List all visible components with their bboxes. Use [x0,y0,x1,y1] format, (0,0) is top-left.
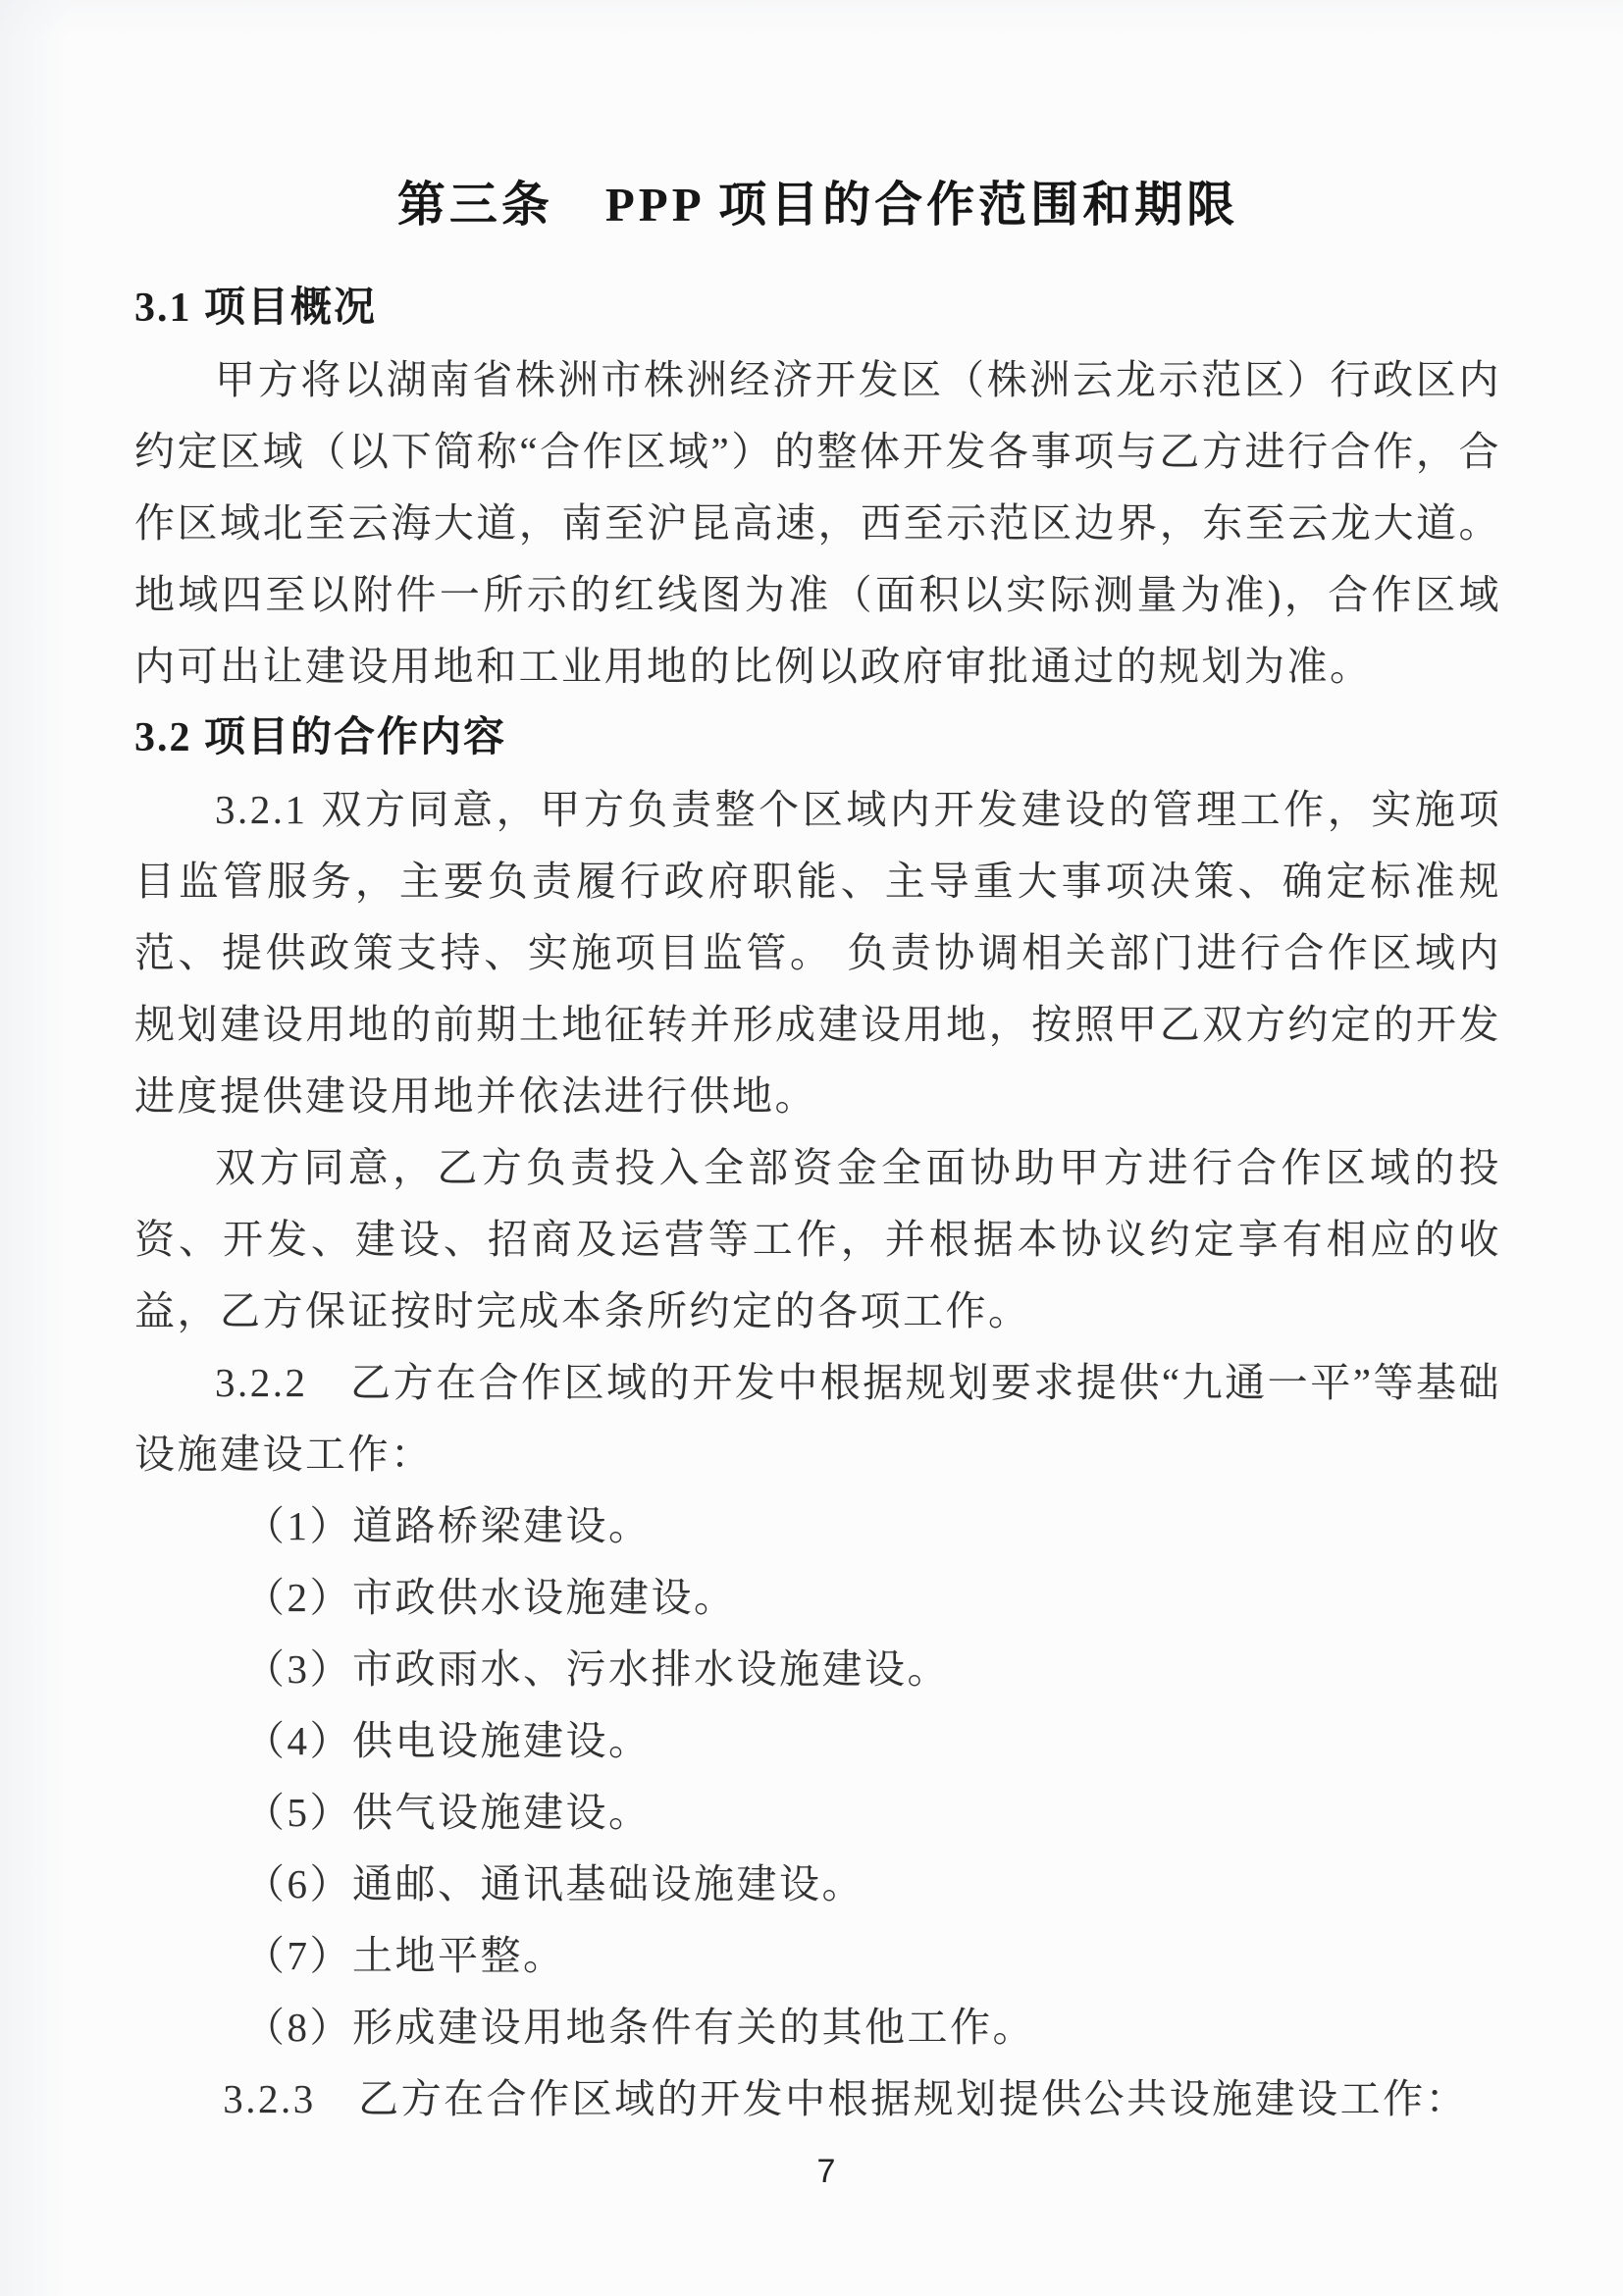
infrastructure-list [134,1490,1501,2063]
page-number: 7 [816,2153,836,2190]
paragraph-3-2-3: 3.2.3 乙方在合作区域的开发中根据规划提供公共设施建设工作： [223,2076,1469,2121]
section-3-2-heading: 3.2 项目的合作内容 [134,715,507,760]
list-item-5: （5）供气设施建设。 [244,1790,652,1835]
section-3-1-paragraph: 甲方将以湖南省株洲市株洲经济开发区（株洲云龙示范区）行政区内约定区域（以下简称“合作区域”）的整体开发各事项与乙方进行合作，合作区域北至云海大道，南至沪昆高速，西至示范区边界，东至云龙大道。地域四至以附件一所示的红线图为准（面积以实际测量为准)，合作区域内可出让建设用地和工业用地的比例以政府审批通过的规划为准。 [134,357,1501,689]
list-item-1: （1）道路桥梁建设。 [244,1503,652,1548]
paragraph-3-2-1: 3.2.1 双方同意，甲方负责整个区域内开发建设的管理工作，实施项目监管服务，主要负责履行政府职能、主导重大事项决策、确定标准规范、提供政策支持、实施项目监管。 负责协调相关部门进行合作区域内规划建设用地的前期土地征转并形成建设用地，按照甲乙双方约定的开发进度提供建设用地并依法进行供地。 [134,787,1501,1119]
document-content [134,163,1501,2135]
list-item-6: （6）通邮、通讯基础设施建设。 [244,1861,864,1906]
list-item-3: （3）市政雨水、污水排水设施建设。 [244,1646,950,1692]
list-item-4: （4）供电设施建设。 [244,1718,652,1763]
list-item-2: （2）市政供水设施建设。 [244,1575,737,1620]
section-3-1-heading: 3.1 项目概况 [134,286,378,331]
article-title: 第三条 PPP 项目的合作范围和期限 [396,178,1239,232]
list-item-8: （8）形成建设用地条件有关的其他工作。 [244,2005,1035,2050]
paragraph-3-2-2: 3.2.2 乙方在合作区域的开发中根据规划要求提供“九通一平”等基础设施建设工作： [134,1360,1501,1477]
list-item-7: （7）土地平整。 [244,1933,566,1978]
paragraph-party-b-duties: 双方同意，乙方负责投入全部资金全面协助甲方进行合作区域的投资、开发、建设、招商及运营等工作，并根据本协议约定享有相应的收益，乙方保证按时完成本条所约定的各项工作。 [134,1145,1501,1333]
